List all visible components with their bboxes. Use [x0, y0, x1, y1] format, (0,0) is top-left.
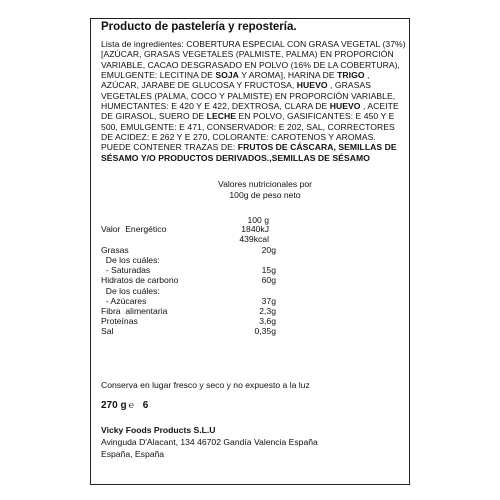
allergen-text: HUEVO	[296, 80, 328, 91]
nutrition-heading-line1: Valores nutricionales por	[218, 179, 312, 189]
nutrition-row-label: Sal	[101, 326, 114, 336]
nutrition-column-header: 100 g	[247, 215, 269, 225]
nutrition-row-value: 15g	[261, 265, 276, 275]
nutrition-row-value: 1840kJ	[241, 224, 269, 234]
nutrition-row-value: 37g	[261, 296, 276, 306]
manufacturer-block	[101, 425, 318, 460]
nutrition-row-label: Proteínas	[101, 316, 138, 326]
ingredient-text: , AZÚCAR, JARABE DE GLUCOSA Y FRUCTOSA,	[101, 70, 370, 91]
nutrition-row-value: 439kcal	[239, 234, 269, 244]
nutrition-row-label: De los cuáles:	[101, 255, 160, 265]
nutrition-row-value: 20g	[261, 245, 276, 255]
manufacturer-country: España, España	[101, 448, 165, 459]
nutrition-row-label: De los cuáles:	[101, 286, 160, 296]
allergen-text: HUEVO	[329, 101, 361, 112]
nutrition-row-value: 2,3g	[259, 306, 276, 316]
nutrition-row-label: Valor Energético	[101, 224, 167, 234]
net-weight-value: 270 g	[101, 400, 127, 411]
ingredient-text: , ACEITE DE GIRASOL, SUERO DE	[101, 101, 399, 122]
nutrition-row-label: - Azúcares	[101, 296, 147, 306]
product-title: Producto de pastelería y repostería.	[101, 21, 297, 33]
allergen-text: TRIGO	[337, 70, 365, 81]
manufacturer-name: Vicky Foods Products S.L.U	[101, 425, 216, 435]
nutrition-row-label: Hidratos de carbono	[101, 275, 179, 285]
storage-instructions: Conserva en lugar fresco y seco y no expuesto a la luz	[101, 380, 310, 390]
net-weight	[101, 400, 148, 411]
pieces-count: 6	[142, 400, 149, 411]
ingredients-list	[101, 39, 407, 163]
nutrition-row-value: 3,6g	[259, 316, 276, 326]
allergen-text: LECHE	[206, 111, 237, 122]
nutrition-heading-line2: 100g de peso neto	[229, 189, 301, 200]
allergen-text: SOJA	[215, 70, 239, 81]
estimated-mark: ℮	[128, 400, 134, 410]
nutrition-row-value: 60g	[261, 275, 276, 285]
allergen-text: FRUTOS DE CÁSCARA, SEMILLAS DE SÉSAMO Y/O PRODUCTOS DERIVADOS.,SEMILLAS DE SÉSAMO	[101, 142, 397, 163]
ingredient-text: EN POLVO, GASIFICANTES: E 450 Y E 500, EMULGENTE: E 471, CONSERVADOR: E 202, SAL, CORRECTORES DE ACIDEZ: E 262 Y E 270, COLORANTE: CAROTENOS Y AROMAS. PUEDE CONTENER TRAZAS DE:	[101, 111, 395, 153]
ingredient-text: Y AROMA], HARINA DE	[238, 70, 338, 81]
manufacturer-address: Avinguda D'Alacant, 134 46702 Gandía Valencia España	[101, 436, 318, 447]
nutrition-row-label: Fibra alimentaria	[101, 306, 168, 316]
nutrition-row-value: 0,35g	[254, 326, 276, 336]
nutrition-heading	[210, 179, 320, 200]
nutrition-row-label: Grasas	[101, 245, 129, 255]
nutrition-row-label: - Saturadas	[101, 265, 151, 275]
ingredient-text: Lista de ingredientes: COBERTURA ESPECIAL CON GRASA VEGETAL (37%) [AZÚCAR, GRASAS VEGETALES (PALMISTE, PALMA) EN PROPORCIÓN VARIABLE, CACAO DESGRASADO EN POLVO (16% DE LA COBERTURA), EMULGENTE: LECITINA DE	[101, 39, 406, 81]
ingredient-text: , GRASAS VEGETALES (PALMA, COCO Y PALMISTE) EN PROPORCIÓN VARIABLE, HUMECTANTES: E 420 Y E 422, DEXTROSA, CLARA DE	[101, 80, 396, 112]
